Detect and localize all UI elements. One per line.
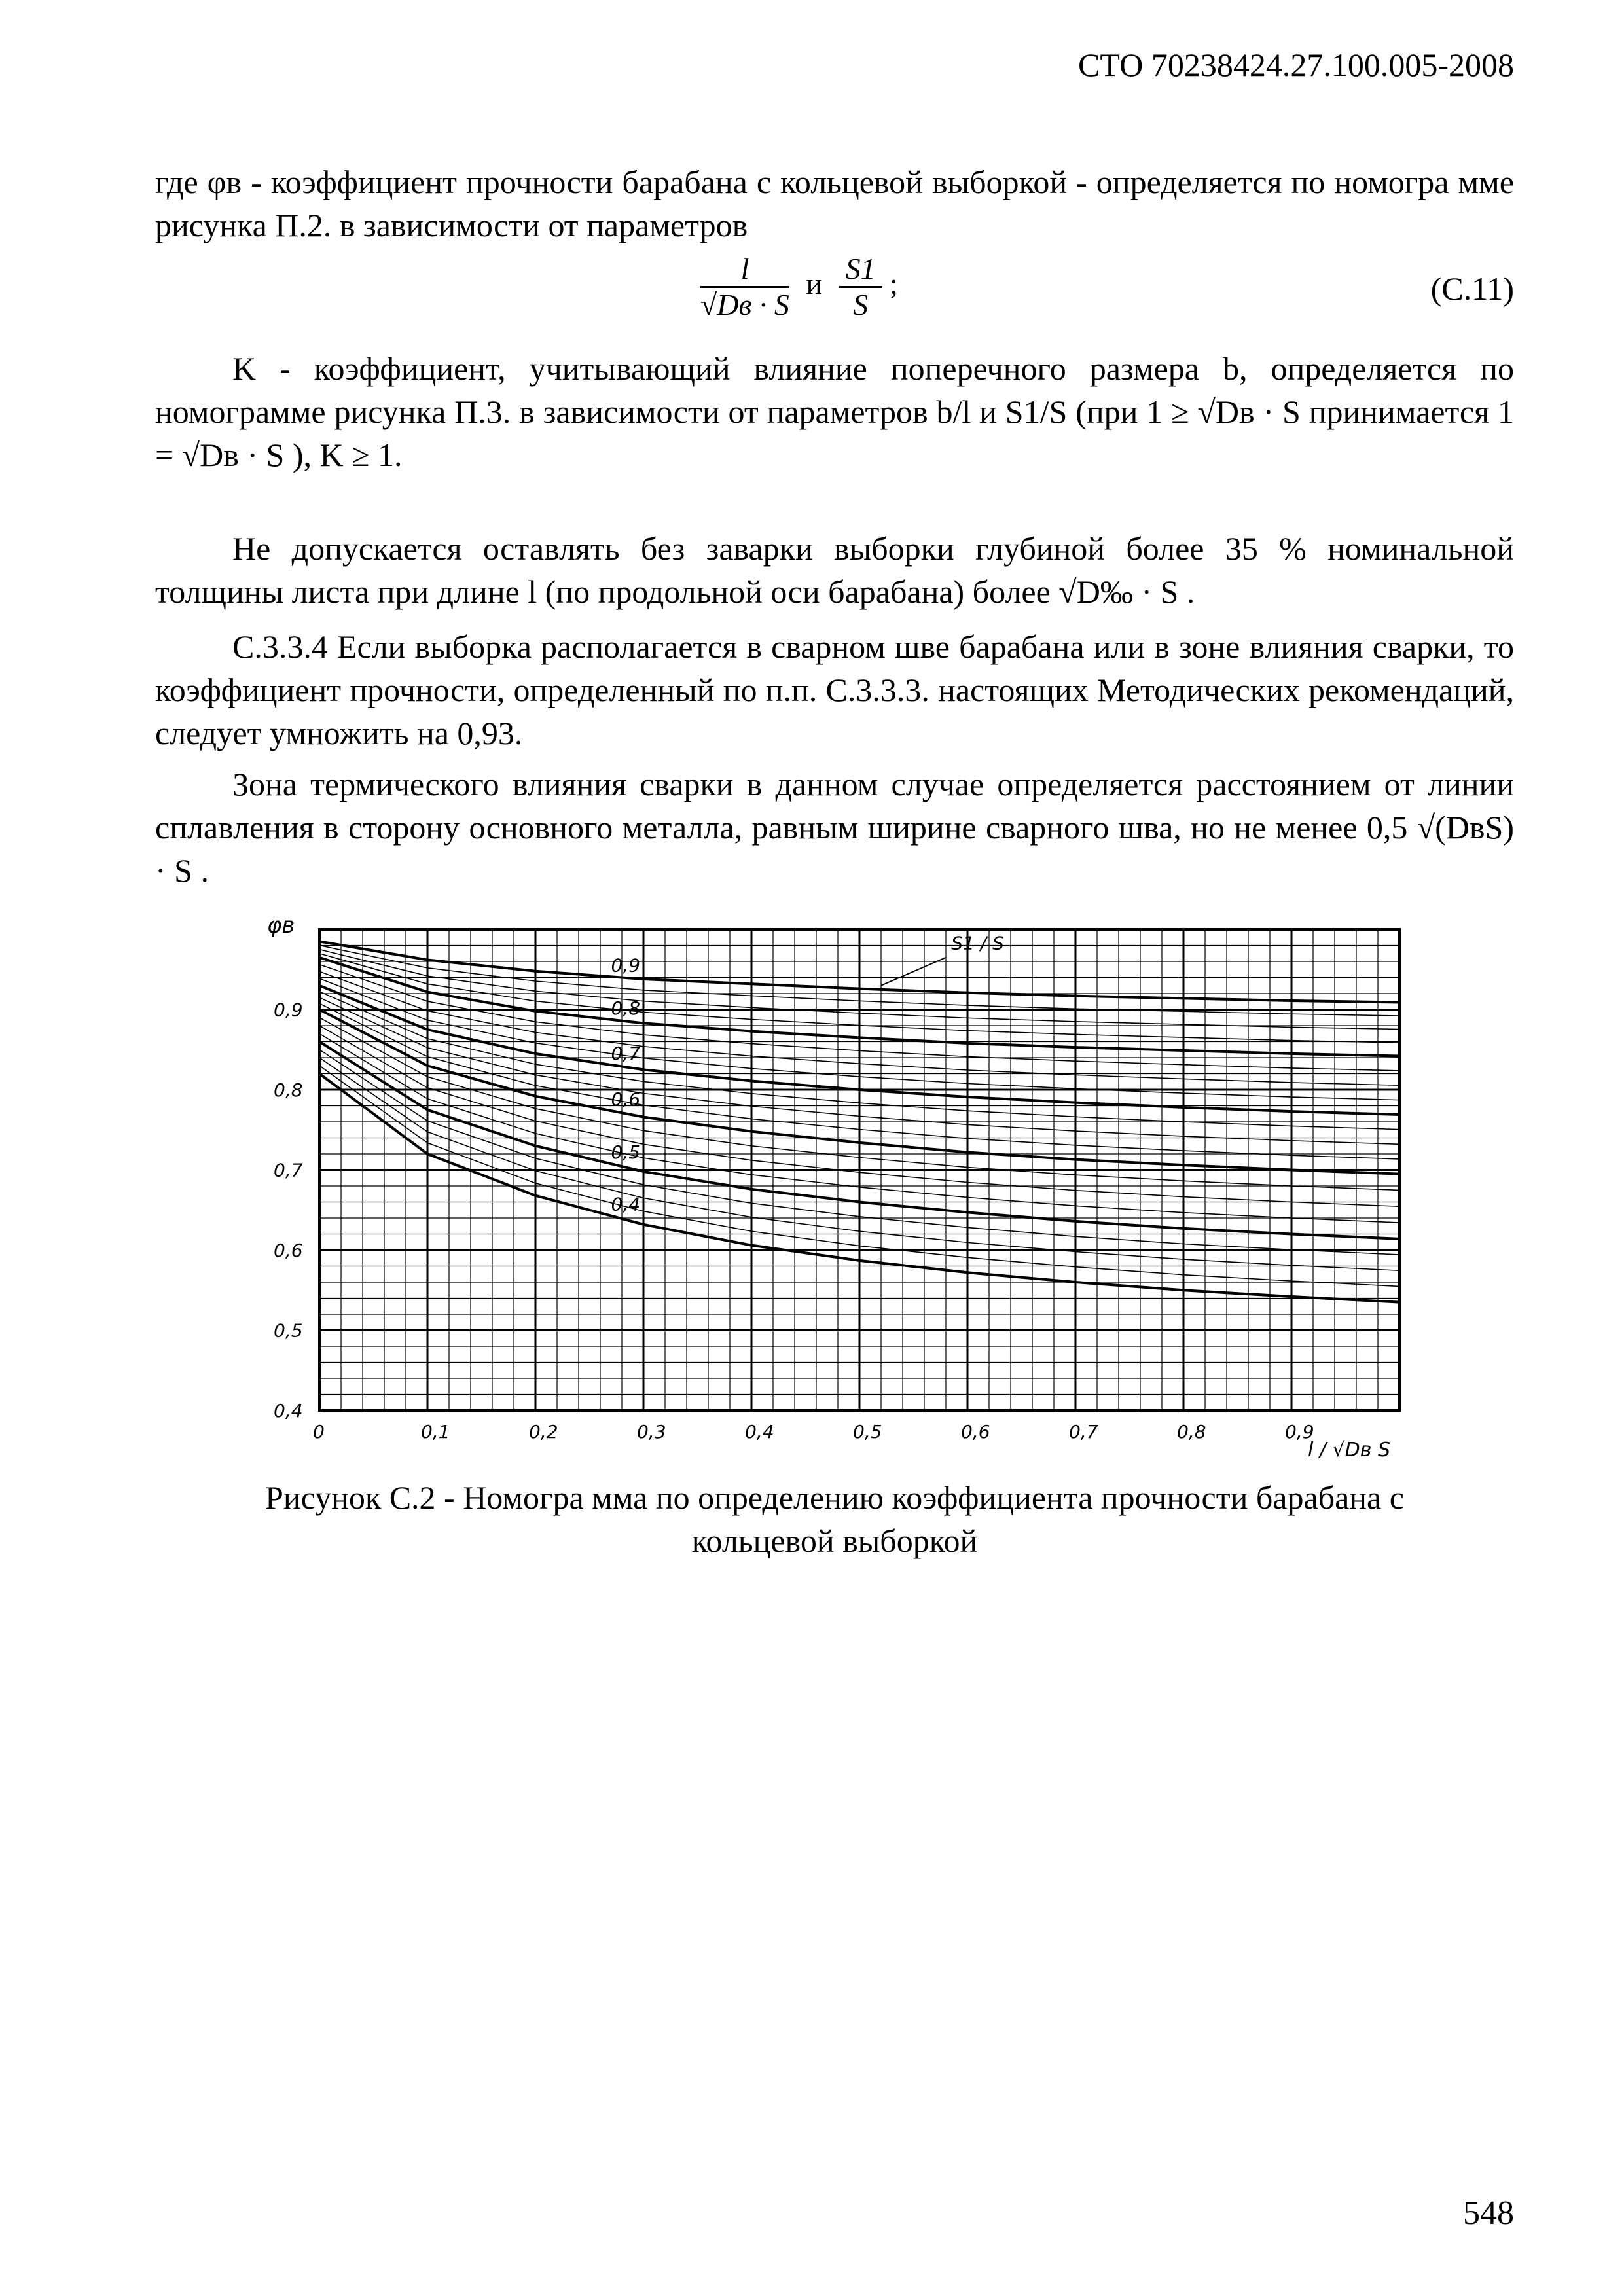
fraction-s1-over-s: $\frac{S1}{S}$ <box>839 252 882 322</box>
y-tick-label: 0,8 <box>274 1079 303 1101</box>
document-code: СТО 70238424.27.100.005-2008 <box>1078 46 1514 83</box>
paragraph-restriction <box>155 527 1514 613</box>
paragraph-text: Зона термического влияния сварки в данном случае определяется расстоянием от линии сплавления в сторону основного металла, равным ширине сварного шва, но не менее 0,5 √(DвS) · S . <box>155 766 1514 889</box>
paragraph-k-definition <box>155 347 1514 476</box>
paragraph-text: С.3.3.4 Если выборка располагается в сварном шве барабана или в зоне влияния сварки, то коэффициент прочности, определенный по п.п. С.3.3.3. настоящих Методических рекомендаций, следует умножить на 0,93. <box>155 628 1514 751</box>
x-tick-label: 0,4 <box>745 1421 774 1443</box>
x-tick-label: 0,2 <box>529 1421 558 1443</box>
series-label: 0,4 <box>611 1193 641 1215</box>
y-axis-label: φв <box>267 912 295 939</box>
formula-c11: $\frac{l}{√Dв \cdot S}$ и $\frac{S1}{S}$ ; <box>700 252 898 321</box>
x-tick-label: 0,9 <box>1285 1421 1314 1443</box>
y-tick-label: 0,4 <box>274 1400 303 1422</box>
paragraph-c3-3-4 <box>155 625 1514 755</box>
x-tick-label: 0,6 <box>961 1421 990 1443</box>
series-label: 0,9 <box>611 954 641 977</box>
paragraph-phi-definition <box>155 160 1514 247</box>
legend-label: S1 / S <box>951 932 1004 954</box>
x-tick-label: 0,3 <box>637 1421 666 1443</box>
x-axis-label: l / √Dв S <box>1308 1439 1390 1462</box>
y-tick-label: 0,7 <box>274 1159 303 1181</box>
paragraph-text: Не допускается оставлять без заварки выборки глубиной более 35 % номинальной толщины листа при длине l (по продольной оси барабана) более √D‰ · S . <box>155 530 1514 610</box>
figure-caption <box>155 1476 1514 1562</box>
page-number: 548 <box>1463 2195 1514 2232</box>
y-tick-label: 0,5 <box>274 1319 303 1342</box>
nomogram-svg <box>254 900 1432 1463</box>
x-tick-label: 0,1 <box>421 1421 450 1443</box>
paragraph-text: где φв - коэффициент прочности барабана с кольцевой выборкой - определяется по номогра мме рисунка П.2. в зависимости от параметров <box>155 164 1514 243</box>
equation-number: (С.11) <box>1430 270 1514 307</box>
nomogram-chart <box>254 900 1432 1463</box>
x-tick-label: 0,7 <box>1069 1421 1098 1443</box>
paragraph-text: K - коэффициент, учитывающий влияние поперечного размера b, определяется по номограмме рисунка П.3. в зависимости от параметров b/l и S1/S (при 1 ≥ √Dв · S принимается 1 = √Dв · S ), K ≥ 1. <box>155 350 1514 473</box>
x-tick-label: 0,8 <box>1177 1421 1206 1443</box>
x-tick-label: 0 <box>313 1421 325 1443</box>
y-tick-label: 0,9 <box>274 999 303 1021</box>
caption-line-1: Рисунок С.2 - Номогра мма по определению коэффициента прочности барабана с <box>265 1479 1404 1516</box>
series-label: 0,6 <box>611 1088 641 1111</box>
paragraph-heat-zone <box>155 762 1514 892</box>
series-label: 0,8 <box>611 997 641 1019</box>
series-label: 0,7 <box>611 1043 641 1065</box>
series-label: 0,5 <box>611 1141 641 1164</box>
x-tick-label: 0,5 <box>853 1421 882 1443</box>
fraction-l-over-sqrt: $\frac{l}{√Dв \cdot S}$ <box>700 252 789 321</box>
y-tick-label: 0,6 <box>274 1240 303 1261</box>
caption-line-2: кольцевой выборкой <box>691 1522 978 1559</box>
